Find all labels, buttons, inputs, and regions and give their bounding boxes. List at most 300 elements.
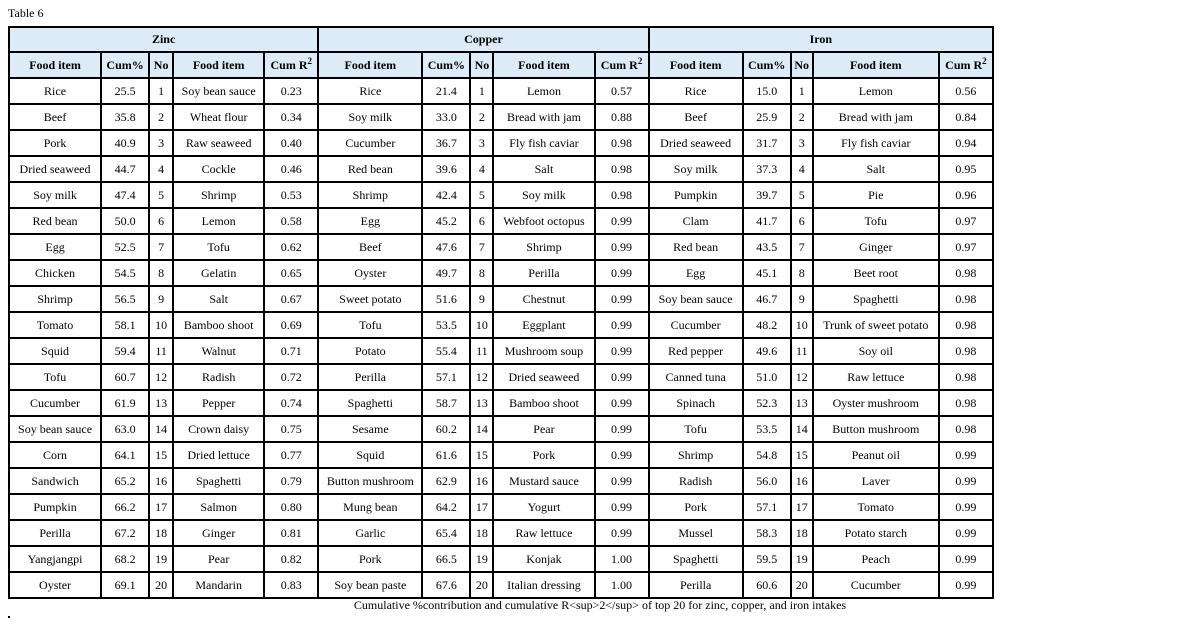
cell-fe-no: 2: [791, 104, 813, 130]
table-row: [9, 78, 993, 104]
cell-zinc-cum: 64.1: [101, 442, 149, 468]
cell-zinc-food: Dried seaweed: [9, 156, 101, 182]
cell-fe-cum: 37.3: [743, 156, 791, 182]
cell-fe-food: Clam: [649, 208, 743, 234]
cell-zinc-r2: 0.40: [264, 130, 318, 156]
nutrient-table: [8, 26, 994, 599]
cell-cu-no: 2: [470, 104, 493, 130]
cell-fe-r2: 0.97: [939, 208, 993, 234]
cell-zinc-cum: 44.7: [101, 156, 149, 182]
table-row: [9, 156, 993, 182]
cell-cu-no: 15: [470, 442, 493, 468]
cell-cu-r2: 0.99: [595, 468, 649, 494]
cell-zinc-r2: 0.23: [264, 78, 318, 104]
cell-zinc-food2: Crown daisy: [173, 416, 264, 442]
table-row: [9, 494, 993, 520]
cell-cu-r2: 0.99: [595, 416, 649, 442]
group-iron: Iron: [649, 27, 993, 52]
cell-no: 7: [149, 234, 173, 260]
cell-fe-cum: 56.0: [743, 468, 791, 494]
cell-zinc-r2: 0.72: [264, 364, 318, 390]
cell-no: 4: [149, 156, 173, 182]
cell-fe-no: 9: [791, 286, 813, 312]
cell-zinc-food: Yangjangpi: [9, 546, 101, 572]
table-row: [9, 338, 993, 364]
table-row: [9, 416, 993, 442]
group-header-row: [9, 27, 993, 52]
cell-fe-no: 5: [791, 182, 813, 208]
cell-fe-food2: Cucumber: [813, 572, 939, 598]
cell-zinc-r2: 0.71: [264, 338, 318, 364]
cell-fe-food: Canned tuna: [649, 364, 743, 390]
cell-fe-r2: 0.97: [939, 234, 993, 260]
cell-zinc-food: Tomato: [9, 312, 101, 338]
cell-no: 2: [149, 104, 173, 130]
table-row: [9, 312, 993, 338]
cell-cu-food2: Raw lettuce: [493, 520, 594, 546]
cell-cu-food2: Dried seaweed: [493, 364, 594, 390]
cell-zinc-food2: Salmon: [173, 494, 264, 520]
cell-fe-no: 10: [791, 312, 813, 338]
cell-no: 15: [149, 442, 173, 468]
cell-cu-cum: 47.6: [422, 234, 470, 260]
cell-fe-cum: 15.0: [743, 78, 791, 104]
copper-header-cum-pct: Cum%: [422, 52, 470, 78]
cell-fe-r2: 0.98: [939, 286, 993, 312]
cell-cu-food: Egg: [318, 208, 422, 234]
cell-fe-no: 13: [791, 390, 813, 416]
cell-zinc-r2: 0.69: [264, 312, 318, 338]
cell-fe-no: 3: [791, 130, 813, 156]
cum-r-label: Cum R: [945, 57, 983, 72]
cell-cu-food: Garlic: [318, 520, 422, 546]
cell-zinc-food: Perilla: [9, 520, 101, 546]
cell-fe-r2: 0.98: [939, 338, 993, 364]
cell-no: 6: [149, 208, 173, 234]
cell-cu-r2: 0.98: [595, 182, 649, 208]
cell-cu-food2: Pear: [493, 416, 594, 442]
cell-fe-cum: 25.9: [743, 104, 791, 130]
cell-cu-r2: 0.99: [595, 234, 649, 260]
table-row: [9, 572, 993, 598]
cell-fe-cum: 59.5: [743, 546, 791, 572]
cell-zinc-food: Oyster: [9, 572, 101, 598]
group-zinc: Zinc: [9, 27, 318, 52]
cell-zinc-food2: Raw seaweed: [173, 130, 264, 156]
zinc-header-food-item: Food item: [9, 52, 101, 78]
cell-cu-cum: 64.2: [422, 494, 470, 520]
cell-cu-food: Red bean: [318, 156, 422, 182]
cell-cu-no: 1: [470, 78, 493, 104]
cell-cu-r2: 0.99: [595, 260, 649, 286]
cum-r-label: Cum R: [270, 57, 308, 72]
cell-zinc-food: Corn: [9, 442, 101, 468]
cell-zinc-food2: Walnut: [173, 338, 264, 364]
cell-fe-cum: 45.1: [743, 260, 791, 286]
cell-fe-food: Perilla: [649, 572, 743, 598]
cell-fe-food: Pork: [649, 494, 743, 520]
cell-fe-cum: 52.3: [743, 390, 791, 416]
cell-fe-food: Tofu: [649, 416, 743, 442]
cell-zinc-food: Tofu: [9, 364, 101, 390]
zinc-header-no: No: [149, 52, 173, 78]
r-squared-exponent: 2: [307, 55, 312, 66]
cell-cu-food2: Bread with jam: [493, 104, 594, 130]
cell-zinc-r2: 0.62: [264, 234, 318, 260]
cell-zinc-r2: 0.34: [264, 104, 318, 130]
cell-fe-r2: 0.99: [939, 468, 993, 494]
cell-fe-no: 17: [791, 494, 813, 520]
table-row: [9, 390, 993, 416]
cell-zinc-food: Shrimp: [9, 286, 101, 312]
cell-zinc-cum: 61.9: [101, 390, 149, 416]
cell-zinc-food: Cucumber: [9, 390, 101, 416]
cell-zinc-food2: Lemon: [173, 208, 264, 234]
cell-zinc-cum: 54.5: [101, 260, 149, 286]
cell-zinc-food2: Pepper: [173, 390, 264, 416]
cell-fe-food2: Tofu: [813, 208, 939, 234]
cell-zinc-cum: 67.2: [101, 520, 149, 546]
cell-fe-food: Spaghetti: [649, 546, 743, 572]
cell-cu-food: Beef: [318, 234, 422, 260]
copper-header-food-item-2: Food item: [493, 52, 594, 78]
cell-zinc-food2: Tofu: [173, 234, 264, 260]
table-row: [9, 130, 993, 156]
zinc-header-cum-pct: Cum%: [101, 52, 149, 78]
cell-cu-r2: 0.99: [595, 312, 649, 338]
cell-cu-r2: 0.99: [595, 494, 649, 520]
cell-cu-food2: Perilla: [493, 260, 594, 286]
cell-fe-cum: 49.6: [743, 338, 791, 364]
cell-fe-r2: 0.94: [939, 130, 993, 156]
cell-cu-no: 20: [470, 572, 493, 598]
cell-cu-cum: 66.5: [422, 546, 470, 572]
cell-zinc-food2: Gelatin: [173, 260, 264, 286]
cell-fe-food: Rice: [649, 78, 743, 104]
cell-cu-food: Cucumber: [318, 130, 422, 156]
cell-cu-no: 17: [470, 494, 493, 520]
cell-no: 3: [149, 130, 173, 156]
cell-fe-r2: 0.99: [939, 442, 993, 468]
cell-cu-r2: 0.88: [595, 104, 649, 130]
cell-cu-r2: 0.99: [595, 286, 649, 312]
cell-zinc-cum: 60.7: [101, 364, 149, 390]
cell-zinc-food2: Pear: [173, 546, 264, 572]
table-row: [9, 260, 993, 286]
cell-cu-r2: 0.99: [595, 208, 649, 234]
table-row: [9, 468, 993, 494]
cell-cu-food2: Yogurt: [493, 494, 594, 520]
cell-no: 5: [149, 182, 173, 208]
table-row: [9, 234, 993, 260]
cell-cu-no: 11: [470, 338, 493, 364]
cell-cu-no: 14: [470, 416, 493, 442]
cell-cu-r2: 0.99: [595, 520, 649, 546]
cell-zinc-food: Sandwich: [9, 468, 101, 494]
cell-fe-cum: 58.3: [743, 520, 791, 546]
cell-fe-food2: Peach: [813, 546, 939, 572]
cell-no: 12: [149, 364, 173, 390]
cell-fe-cum: 41.7: [743, 208, 791, 234]
cell-no: 17: [149, 494, 173, 520]
cell-zinc-r2: 0.81: [264, 520, 318, 546]
table-row: [9, 364, 993, 390]
cell-fe-food: Mussel: [649, 520, 743, 546]
cell-cu-food: Sesame: [318, 416, 422, 442]
cell-fe-food2: Laver: [813, 468, 939, 494]
cell-cu-no: 7: [470, 234, 493, 260]
iron-header-food-item: Food item: [649, 52, 743, 78]
cell-fe-food: Red bean: [649, 234, 743, 260]
cell-fe-food2: Fly fish caviar: [813, 130, 939, 156]
table-label: Table 6: [8, 6, 44, 20]
cell-fe-no: 4: [791, 156, 813, 182]
cell-fe-r2: 0.96: [939, 182, 993, 208]
cell-cu-no: 5: [470, 182, 493, 208]
cell-fe-r2: 0.98: [939, 416, 993, 442]
cell-cu-food2: Shrimp: [493, 234, 594, 260]
cell-zinc-r2: 0.58: [264, 208, 318, 234]
table-row: [9, 182, 993, 208]
cell-cu-no: 8: [470, 260, 493, 286]
cell-zinc-cum: 58.1: [101, 312, 149, 338]
cell-zinc-cum: 59.4: [101, 338, 149, 364]
cell-fe-food2: Beet root: [813, 260, 939, 286]
cell-fe-no: 15: [791, 442, 813, 468]
cell-cu-r2: 0.99: [595, 364, 649, 390]
cell-cu-food2: Mustard sauce: [493, 468, 594, 494]
cell-fe-cum: 60.6: [743, 572, 791, 598]
table-row: [9, 286, 993, 312]
cell-cu-food: Mung bean: [318, 494, 422, 520]
cell-cu-no: 12: [470, 364, 493, 390]
cell-fe-cum: 31.7: [743, 130, 791, 156]
cell-cu-food: Soy bean paste: [318, 572, 422, 598]
cell-cu-cum: 51.6: [422, 286, 470, 312]
cell-zinc-r2: 0.74: [264, 390, 318, 416]
cell-cu-cum: 55.4: [422, 338, 470, 364]
table-row: [9, 442, 993, 468]
cell-fe-cum: 54.8: [743, 442, 791, 468]
cell-no: 10: [149, 312, 173, 338]
cell-fe-cum: 39.7: [743, 182, 791, 208]
cell-no: 19: [149, 546, 173, 572]
cell-cu-cum: 58.7: [422, 390, 470, 416]
cell-fe-food: Cucumber: [649, 312, 743, 338]
r-squared-exponent: 2: [982, 55, 987, 66]
cell-cu-food: Oyster: [318, 260, 422, 286]
cell-zinc-r2: 0.67: [264, 286, 318, 312]
cell-zinc-food: Pumpkin: [9, 494, 101, 520]
cell-fe-food2: Oyster mushroom: [813, 390, 939, 416]
cell-fe-no: 19: [791, 546, 813, 572]
cell-fe-food: Soy milk: [649, 156, 743, 182]
cell-fe-no: 18: [791, 520, 813, 546]
cell-fe-food2: Bread with jam: [813, 104, 939, 130]
cell-zinc-food2: Ginger: [173, 520, 264, 546]
cell-cu-food2: Lemon: [493, 78, 594, 104]
cell-fe-r2: 0.98: [939, 260, 993, 286]
cell-zinc-food: Chicken: [9, 260, 101, 286]
cell-fe-food2: Button mushroom: [813, 416, 939, 442]
cell-zinc-cum: 65.2: [101, 468, 149, 494]
cell-cu-no: 13: [470, 390, 493, 416]
cell-fe-food2: Salt: [813, 156, 939, 182]
copper-header-cum-r2: [595, 52, 649, 78]
cell-cu-food: Shrimp: [318, 182, 422, 208]
table-row: [9, 546, 993, 572]
iron-header-food-item-2: Food item: [813, 52, 939, 78]
cell-cu-no: 18: [470, 520, 493, 546]
cell-fe-r2: 0.99: [939, 520, 993, 546]
cell-zinc-cum: 25.5: [101, 78, 149, 104]
cell-zinc-cum: 52.5: [101, 234, 149, 260]
zinc-header-food-item-2: Food item: [173, 52, 264, 78]
cell-cu-food: Potato: [318, 338, 422, 364]
cell-fe-food: Shrimp: [649, 442, 743, 468]
cell-fe-r2: 0.95: [939, 156, 993, 182]
cell-cu-cum: 39.6: [422, 156, 470, 182]
cell-cu-r2: 1.00: [595, 572, 649, 598]
cell-fe-cum: 51.0: [743, 364, 791, 390]
table-row: [9, 104, 993, 130]
cell-no: 20: [149, 572, 173, 598]
cell-cu-food: Squid: [318, 442, 422, 468]
cell-cu-food2: Pork: [493, 442, 594, 468]
cell-cu-cum: 57.1: [422, 364, 470, 390]
cell-cu-no: 19: [470, 546, 493, 572]
cell-zinc-food2: Mandarin: [173, 572, 264, 598]
cell-zinc-r2: 0.65: [264, 260, 318, 286]
cell-fe-no: 14: [791, 416, 813, 442]
cell-zinc-cum: 40.9: [101, 130, 149, 156]
cell-cu-no: 16: [470, 468, 493, 494]
cell-no: 13: [149, 390, 173, 416]
cell-zinc-cum: 47.4: [101, 182, 149, 208]
cell-fe-food2: Tomato: [813, 494, 939, 520]
cell-zinc-r2: 0.79: [264, 468, 318, 494]
cell-fe-food2: Ginger: [813, 234, 939, 260]
table-row: [9, 520, 993, 546]
cell-cu-r2: 0.57: [595, 78, 649, 104]
cell-fe-no: 16: [791, 468, 813, 494]
cell-cu-r2: 0.98: [595, 130, 649, 156]
cell-cu-food2: Eggplant: [493, 312, 594, 338]
cell-fe-no: 8: [791, 260, 813, 286]
cell-cu-cum: 65.4: [422, 520, 470, 546]
cell-cu-no: 6: [470, 208, 493, 234]
cell-fe-r2: 0.98: [939, 364, 993, 390]
cell-fe-cum: 57.1: [743, 494, 791, 520]
cell-zinc-r2: 0.77: [264, 442, 318, 468]
cell-no: 14: [149, 416, 173, 442]
cell-cu-food: Tofu: [318, 312, 422, 338]
cell-fe-food2: Spaghetti: [813, 286, 939, 312]
cell-cu-r2: 0.99: [595, 390, 649, 416]
cell-fe-food2: Potato starch: [813, 520, 939, 546]
table-caption: Cumulative %contribution and cumulative R<sup>2</sup> of top 20 for zinc, copper, and iron intakes: [353, 598, 847, 612]
cell-fe-no: 11: [791, 338, 813, 364]
cell-zinc-cum: 56.5: [101, 286, 149, 312]
cell-zinc-r2: 0.53: [264, 182, 318, 208]
cell-zinc-food2: Spaghetti: [173, 468, 264, 494]
r-squared-exponent: 2: [637, 55, 643, 66]
cell-zinc-r2: 0.46: [264, 156, 318, 182]
cell-zinc-food2: Wheat flour: [173, 104, 264, 130]
cell-zinc-cum: 35.8: [101, 104, 149, 130]
cell-zinc-food2: Salt: [173, 286, 264, 312]
cell-cu-no: 4: [470, 156, 493, 182]
cell-fe-no: 6: [791, 208, 813, 234]
cell-fe-r2: 0.99: [939, 546, 993, 572]
cell-no: 8: [149, 260, 173, 286]
cell-fe-food2: Peanut oil: [813, 442, 939, 468]
cell-cu-food2: Salt: [493, 156, 594, 182]
cell-cu-food: Pork: [318, 546, 422, 572]
cell-zinc-food: Soy bean sauce: [9, 416, 101, 442]
cell-cu-cum: 62.9: [422, 468, 470, 494]
cell-cu-food2: Mushroom soup: [493, 338, 594, 364]
cell-fe-food: Red pepper: [649, 338, 743, 364]
cell-fe-no: 7: [791, 234, 813, 260]
iron-header-no: No: [791, 52, 813, 78]
copper-header-food-item: Food item: [318, 52, 422, 78]
cell-fe-no: 12: [791, 364, 813, 390]
cell-cu-cum: 67.6: [422, 572, 470, 598]
cell-cu-food2: Fly fish caviar: [493, 130, 594, 156]
cell-zinc-cum: 68.2: [101, 546, 149, 572]
cell-zinc-cum: 69.1: [101, 572, 149, 598]
cell-fe-cum: 43.5: [743, 234, 791, 260]
cell-zinc-cum: 63.0: [101, 416, 149, 442]
cell-cu-cum: 42.4: [422, 182, 470, 208]
cell-cu-r2: 1.00: [595, 546, 649, 572]
cell-fe-r2: 0.98: [939, 390, 993, 416]
table-body: [9, 78, 993, 598]
cell-fe-cum: 46.7: [743, 286, 791, 312]
cell-zinc-food2: Soy bean sauce: [173, 78, 264, 104]
cell-zinc-r2: 0.83: [264, 572, 318, 598]
cell-zinc-r2: 0.82: [264, 546, 318, 572]
cell-zinc-food2: Cockle: [173, 156, 264, 182]
cell-cu-food: Spaghetti: [318, 390, 422, 416]
footnote-dot: [8, 616, 10, 618]
cell-cu-cum: 61.6: [422, 442, 470, 468]
cell-fe-food: Pumpkin: [649, 182, 743, 208]
cell-cu-food: Button mushroom: [318, 468, 422, 494]
cell-zinc-r2: 0.80: [264, 494, 318, 520]
cell-cu-food2: Italian dressing: [493, 572, 594, 598]
cell-fe-r2: 0.99: [939, 494, 993, 520]
cell-cu-food2: Konjak: [493, 546, 594, 572]
cell-fe-cum: 53.5: [743, 416, 791, 442]
cell-cu-food: Soy milk: [318, 104, 422, 130]
cell-zinc-r2: 0.75: [264, 416, 318, 442]
cell-zinc-food: Soy milk: [9, 182, 101, 208]
cell-cu-food2: Chestnut: [493, 286, 594, 312]
cell-zinc-food2: Dried lettuce: [173, 442, 264, 468]
cell-cu-r2: 0.99: [595, 442, 649, 468]
column-header-row: [9, 52, 993, 78]
cell-fe-r2: 0.84: [939, 104, 993, 130]
cell-no: 16: [149, 468, 173, 494]
cell-cu-cum: 21.4: [422, 78, 470, 104]
zinc-header-cum-r2: [264, 52, 318, 78]
iron-header-cum-pct: Cum%: [743, 52, 791, 78]
cell-fe-food2: Lemon: [813, 78, 939, 104]
cell-cu-no: 10: [470, 312, 493, 338]
cell-fe-r2: 0.99: [939, 572, 993, 598]
